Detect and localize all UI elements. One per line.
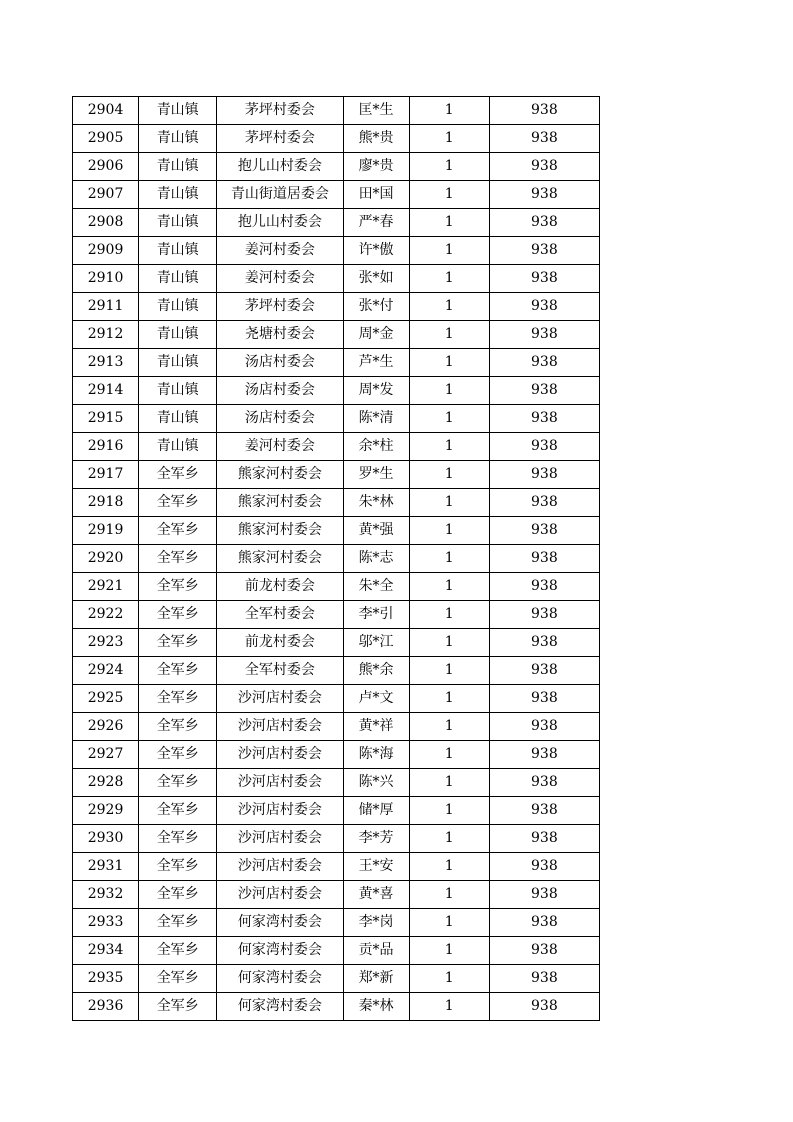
township-cell: 全军乡	[139, 713, 217, 741]
village-committee-cell: 何家湾村委会	[217, 993, 343, 1021]
table-row	[73, 853, 600, 881]
person-name-cell: 余*柱	[343, 433, 409, 461]
village-committee-cell: 茅坪村委会	[217, 293, 343, 321]
count-cell: 1	[409, 489, 489, 517]
table-row	[73, 601, 600, 629]
amount-cell: 938	[489, 629, 599, 657]
township-cell: 全军乡	[139, 629, 217, 657]
amount-cell: 938	[489, 461, 599, 489]
table-row	[73, 741, 600, 769]
person-name-cell: 卢*文	[343, 685, 409, 713]
count-cell: 1	[409, 909, 489, 937]
person-name-cell: 芦*生	[343, 349, 409, 377]
village-committee-cell: 姜河村委会	[217, 433, 343, 461]
amount-cell: 938	[489, 741, 599, 769]
count-cell: 1	[409, 153, 489, 181]
table-row	[73, 377, 600, 405]
table-row	[73, 573, 600, 601]
person-name-cell: 陈*志	[343, 545, 409, 573]
village-committee-cell: 全军村委会	[217, 657, 343, 685]
table-row	[73, 517, 600, 545]
serial-number-cell: 2904	[73, 97, 139, 125]
serial-number-cell: 2930	[73, 825, 139, 853]
serial-number-cell: 2931	[73, 853, 139, 881]
count-cell: 1	[409, 601, 489, 629]
serial-number-cell: 2906	[73, 153, 139, 181]
table-row	[73, 433, 600, 461]
table-row	[73, 909, 600, 937]
table-row	[73, 349, 600, 377]
amount-cell: 938	[489, 489, 599, 517]
count-cell: 1	[409, 965, 489, 993]
table-row	[73, 405, 600, 433]
township-cell: 全军乡	[139, 993, 217, 1021]
person-name-cell: 黄*强	[343, 517, 409, 545]
count-cell: 1	[409, 769, 489, 797]
table-row	[73, 181, 600, 209]
count-cell: 1	[409, 517, 489, 545]
count-cell: 1	[409, 433, 489, 461]
village-committee-cell: 汤店村委会	[217, 405, 343, 433]
township-cell: 全军乡	[139, 741, 217, 769]
amount-cell: 938	[489, 573, 599, 601]
township-cell: 全军乡	[139, 601, 217, 629]
village-committee-cell: 何家湾村委会	[217, 965, 343, 993]
township-cell: 青山镇	[139, 97, 217, 125]
township-cell: 全军乡	[139, 573, 217, 601]
amount-cell: 938	[489, 825, 599, 853]
person-name-cell: 廖*贵	[343, 153, 409, 181]
count-cell: 1	[409, 993, 489, 1021]
serial-number-cell: 2934	[73, 937, 139, 965]
village-committee-cell: 沙河店村委会	[217, 825, 343, 853]
serial-number-cell: 2923	[73, 629, 139, 657]
serial-number-cell: 2935	[73, 965, 139, 993]
person-name-cell: 李*引	[343, 601, 409, 629]
amount-cell: 938	[489, 293, 599, 321]
township-cell: 青山镇	[139, 125, 217, 153]
person-name-cell: 周*金	[343, 321, 409, 349]
person-name-cell: 周*发	[343, 377, 409, 405]
serial-number-cell: 2917	[73, 461, 139, 489]
village-committee-cell: 沙河店村委会	[217, 769, 343, 797]
count-cell: 1	[409, 97, 489, 125]
count-cell: 1	[409, 713, 489, 741]
township-cell: 全军乡	[139, 769, 217, 797]
table-row	[73, 881, 600, 909]
person-name-cell: 王*安	[343, 853, 409, 881]
person-name-cell: 熊*贵	[343, 125, 409, 153]
village-committee-cell: 全军村委会	[217, 601, 343, 629]
village-committee-cell: 姜河村委会	[217, 265, 343, 293]
village-committee-cell: 沙河店村委会	[217, 713, 343, 741]
serial-number-cell: 2922	[73, 601, 139, 629]
table-row	[73, 237, 600, 265]
person-name-cell: 陈*清	[343, 405, 409, 433]
count-cell: 1	[409, 377, 489, 405]
table-row	[73, 825, 600, 853]
count-cell: 1	[409, 349, 489, 377]
village-committee-cell: 抱儿山村委会	[217, 209, 343, 237]
amount-cell: 938	[489, 125, 599, 153]
amount-cell: 938	[489, 377, 599, 405]
amount-cell: 938	[489, 713, 599, 741]
township-cell: 全军乡	[139, 461, 217, 489]
amount-cell: 938	[489, 685, 599, 713]
table-row	[73, 321, 600, 349]
count-cell: 1	[409, 881, 489, 909]
person-name-cell: 李*芳	[343, 825, 409, 853]
serial-number-cell: 2918	[73, 489, 139, 517]
count-cell: 1	[409, 321, 489, 349]
township-cell: 青山镇	[139, 349, 217, 377]
township-cell: 全军乡	[139, 797, 217, 825]
count-cell: 1	[409, 181, 489, 209]
person-name-cell: 罗*生	[343, 461, 409, 489]
amount-cell: 938	[489, 881, 599, 909]
village-committee-cell: 熊家河村委会	[217, 517, 343, 545]
village-committee-cell: 何家湾村委会	[217, 909, 343, 937]
village-committee-cell: 尧塘村委会	[217, 321, 343, 349]
township-cell: 青山镇	[139, 293, 217, 321]
village-committee-cell: 汤店村委会	[217, 349, 343, 377]
count-cell: 1	[409, 209, 489, 237]
person-name-cell: 朱*全	[343, 573, 409, 601]
amount-cell: 938	[489, 433, 599, 461]
serial-number-cell: 2920	[73, 545, 139, 573]
table-row	[73, 657, 600, 685]
township-cell: 全军乡	[139, 825, 217, 853]
person-name-cell: 张*如	[343, 265, 409, 293]
village-committee-cell: 前龙村委会	[217, 629, 343, 657]
township-cell: 青山镇	[139, 433, 217, 461]
table-row	[73, 769, 600, 797]
village-committee-cell: 茅坪村委会	[217, 125, 343, 153]
township-cell: 全军乡	[139, 965, 217, 993]
serial-number-cell: 2919	[73, 517, 139, 545]
township-cell: 全军乡	[139, 517, 217, 545]
person-name-cell: 田*国	[343, 181, 409, 209]
amount-cell: 938	[489, 601, 599, 629]
serial-number-cell: 2911	[73, 293, 139, 321]
count-cell: 1	[409, 657, 489, 685]
amount-cell: 938	[489, 853, 599, 881]
count-cell: 1	[409, 685, 489, 713]
table-row	[73, 125, 600, 153]
township-cell: 青山镇	[139, 321, 217, 349]
amount-cell: 938	[489, 405, 599, 433]
serial-number-cell: 2915	[73, 405, 139, 433]
village-committee-cell: 沙河店村委会	[217, 685, 343, 713]
person-name-cell: 张*付	[343, 293, 409, 321]
count-cell: 1	[409, 797, 489, 825]
village-committee-cell: 沙河店村委会	[217, 797, 343, 825]
township-cell: 全军乡	[139, 545, 217, 573]
amount-cell: 938	[489, 321, 599, 349]
table-row	[73, 265, 600, 293]
table-row	[73, 685, 600, 713]
township-cell: 全军乡	[139, 909, 217, 937]
count-cell: 1	[409, 125, 489, 153]
person-name-cell: 李*岗	[343, 909, 409, 937]
serial-number-cell: 2907	[73, 181, 139, 209]
serial-number-cell: 2905	[73, 125, 139, 153]
village-committee-cell: 何家湾村委会	[217, 937, 343, 965]
serial-number-cell: 2928	[73, 769, 139, 797]
table-row	[73, 153, 600, 181]
table-row	[73, 293, 600, 321]
serial-number-cell: 2912	[73, 321, 139, 349]
township-cell: 青山镇	[139, 265, 217, 293]
township-cell: 全军乡	[139, 685, 217, 713]
township-cell: 全军乡	[139, 881, 217, 909]
count-cell: 1	[409, 265, 489, 293]
amount-cell: 938	[489, 209, 599, 237]
table-body	[73, 97, 600, 1021]
person-name-cell: 秦*林	[343, 993, 409, 1021]
table-row	[73, 209, 600, 237]
records-table	[72, 96, 600, 1021]
count-cell: 1	[409, 293, 489, 321]
person-name-cell: 匡*生	[343, 97, 409, 125]
amount-cell: 938	[489, 517, 599, 545]
person-name-cell: 严*春	[343, 209, 409, 237]
person-name-cell: 许*傲	[343, 237, 409, 265]
serial-number-cell: 2929	[73, 797, 139, 825]
amount-cell: 938	[489, 545, 599, 573]
table-row	[73, 97, 600, 125]
township-cell: 青山镇	[139, 377, 217, 405]
village-committee-cell: 沙河店村委会	[217, 741, 343, 769]
person-name-cell: 黄*喜	[343, 881, 409, 909]
count-cell: 1	[409, 237, 489, 265]
amount-cell: 938	[489, 657, 599, 685]
amount-cell: 938	[489, 181, 599, 209]
table-row	[73, 489, 600, 517]
serial-number-cell: 2916	[73, 433, 139, 461]
amount-cell: 938	[489, 153, 599, 181]
serial-number-cell: 2921	[73, 573, 139, 601]
person-name-cell: 陈*兴	[343, 769, 409, 797]
township-cell: 青山镇	[139, 153, 217, 181]
table-row	[73, 461, 600, 489]
township-cell: 青山镇	[139, 237, 217, 265]
table-row	[73, 545, 600, 573]
count-cell: 1	[409, 545, 489, 573]
amount-cell: 938	[489, 349, 599, 377]
serial-number-cell: 2927	[73, 741, 139, 769]
township-cell: 全军乡	[139, 489, 217, 517]
township-cell: 全军乡	[139, 853, 217, 881]
amount-cell: 938	[489, 909, 599, 937]
serial-number-cell: 2933	[73, 909, 139, 937]
table-row	[73, 965, 600, 993]
township-cell: 全军乡	[139, 657, 217, 685]
serial-number-cell: 2924	[73, 657, 139, 685]
amount-cell: 938	[489, 97, 599, 125]
serial-number-cell: 2932	[73, 881, 139, 909]
amount-cell: 938	[489, 237, 599, 265]
village-committee-cell: 茅坪村委会	[217, 97, 343, 125]
township-cell: 青山镇	[139, 405, 217, 433]
township-cell: 青山镇	[139, 209, 217, 237]
village-committee-cell: 姜河村委会	[217, 237, 343, 265]
village-committee-cell: 汤店村委会	[217, 377, 343, 405]
table-row	[73, 937, 600, 965]
serial-number-cell: 2909	[73, 237, 139, 265]
person-name-cell: 熊*余	[343, 657, 409, 685]
count-cell: 1	[409, 461, 489, 489]
serial-number-cell: 2936	[73, 993, 139, 1021]
count-cell: 1	[409, 853, 489, 881]
person-name-cell: 郑*新	[343, 965, 409, 993]
township-cell: 全军乡	[139, 937, 217, 965]
table-row	[73, 713, 600, 741]
amount-cell: 938	[489, 265, 599, 293]
serial-number-cell: 2908	[73, 209, 139, 237]
count-cell: 1	[409, 741, 489, 769]
serial-number-cell: 2926	[73, 713, 139, 741]
person-name-cell: 朱*林	[343, 489, 409, 517]
count-cell: 1	[409, 825, 489, 853]
serial-number-cell: 2913	[73, 349, 139, 377]
village-committee-cell: 熊家河村委会	[217, 545, 343, 573]
person-name-cell: 储*厚	[343, 797, 409, 825]
table-row	[73, 797, 600, 825]
village-committee-cell: 前龙村委会	[217, 573, 343, 601]
amount-cell: 938	[489, 769, 599, 797]
person-name-cell: 陈*海	[343, 741, 409, 769]
village-committee-cell: 沙河店村委会	[217, 853, 343, 881]
township-cell: 青山镇	[139, 181, 217, 209]
serial-number-cell: 2914	[73, 377, 139, 405]
person-name-cell: 黄*祥	[343, 713, 409, 741]
village-committee-cell: 青山街道居委会	[217, 181, 343, 209]
amount-cell: 938	[489, 797, 599, 825]
amount-cell: 938	[489, 993, 599, 1021]
count-cell: 1	[409, 573, 489, 601]
serial-number-cell: 2910	[73, 265, 139, 293]
person-name-cell: 贡*品	[343, 937, 409, 965]
table-row	[73, 629, 600, 657]
person-name-cell: 邬*江	[343, 629, 409, 657]
count-cell: 1	[409, 629, 489, 657]
count-cell: 1	[409, 405, 489, 433]
village-committee-cell: 熊家河村委会	[217, 489, 343, 517]
village-committee-cell: 熊家河村委会	[217, 461, 343, 489]
serial-number-cell: 2925	[73, 685, 139, 713]
count-cell: 1	[409, 937, 489, 965]
village-committee-cell: 抱儿山村委会	[217, 153, 343, 181]
village-committee-cell: 沙河店村委会	[217, 881, 343, 909]
amount-cell: 938	[489, 965, 599, 993]
table-row	[73, 993, 600, 1021]
amount-cell: 938	[489, 937, 599, 965]
